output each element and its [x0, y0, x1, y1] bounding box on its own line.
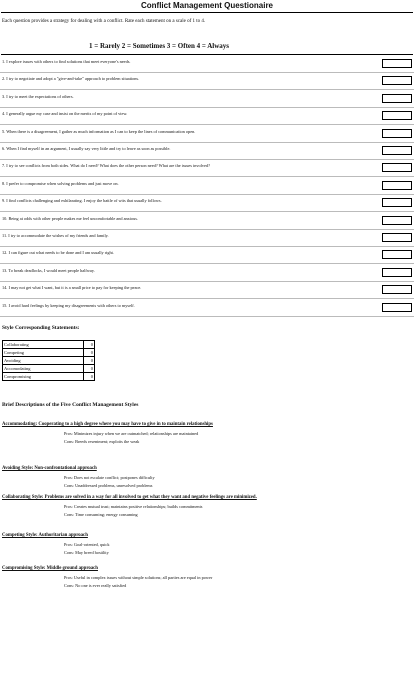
answer-field[interactable] — [382, 129, 412, 138]
style-score: 0 — [84, 373, 95, 381]
style-name: Collaborating — [3, 341, 84, 349]
style-score: 0 — [84, 357, 95, 365]
brief-heading: Brief Descriptions of the Five Conflict Management Styles — [2, 402, 139, 408]
question-row — [0, 264, 414, 282]
style-description-title: Compromising Style: Middle ground approach — [2, 566, 98, 571]
style-cons: Cons: Breeds resentment; exploits the weak — [64, 439, 140, 444]
answer-field[interactable] — [382, 111, 412, 120]
styles-table — [2, 340, 95, 381]
style-cons: Cons: No one is ever really satisfied — [64, 583, 127, 588]
question-text: 1. I explore issues with others to find solutions that meet everyone's needs. — [2, 59, 131, 64]
question-text: 15. I avoid hard feelings by keeping my disagreements with others to myself. — [2, 302, 135, 308]
title-divider — [1, 12, 413, 13]
answer-field[interactable] — [382, 285, 412, 294]
answer-field[interactable] — [382, 181, 412, 190]
question-text: 10. Being at odds with other people makes me feel uncomfortable and anxious. — [2, 215, 139, 221]
question-text: 5. When there is a disagreement, I gather as much information as I can to keep the lines of communication open. — [2, 128, 196, 134]
style-pros: Pros: Minimizes injury when we are outmatched; relationships are maintained — [64, 431, 199, 436]
question-row — [0, 194, 414, 212]
question-row — [0, 55, 414, 73]
style-pros: Pros: Useful in complex issues without simple solutions; all parties are equal in power — [64, 575, 213, 580]
style-score: 0 — [84, 365, 95, 373]
answer-field[interactable] — [382, 59, 412, 68]
style-cons: Cons: May breed hostility — [64, 550, 109, 555]
question-text: 3. I try to meet the expectations of others. — [2, 93, 74, 99]
style-score: 0 — [84, 341, 95, 349]
question-row — [0, 72, 414, 90]
style-description-title: Avoiding Style: Non-confrontational approach — [2, 466, 97, 471]
question-row — [0, 246, 414, 264]
question-row — [0, 125, 414, 143]
question-text: 6. When I find myself in an argument, I usually say very little and try to leave as soon as possible. — [2, 146, 171, 151]
style-row — [3, 341, 95, 349]
style-name: Avoiding — [3, 357, 84, 365]
style-cons: Cons: Unaddressed problems, unresolved problems — [64, 483, 153, 488]
style-name: Accomodating — [3, 365, 84, 373]
question-row — [0, 212, 414, 230]
question-row — [0, 177, 414, 195]
question-row — [0, 229, 414, 247]
answer-field[interactable] — [382, 146, 412, 155]
style-row — [3, 349, 95, 357]
question-text: 9. I find conflicts challenging and exhilarating. I enjoy the battle of wits that usually follows. — [2, 198, 162, 204]
style-pros: Pros: Goal-oriented, quick — [64, 542, 110, 547]
style-score: 0 — [84, 349, 95, 357]
style-row — [3, 365, 95, 373]
styles-heading: Style Corresponding Statements: — [2, 325, 80, 331]
style-name: Compromising — [3, 373, 84, 381]
rating-scale: 1 = Rarely 2 = Sometimes 3 = Often 4 = Always — [88, 42, 230, 50]
question-text: 7. I try to see conflicts from both sides. What do I need? What does the other person need? What are the issues involved? — [2, 163, 210, 169]
style-row — [3, 373, 95, 381]
style-pros: Pros: Creates mutual trust; maintains positive relationships; builds commitments — [64, 504, 203, 509]
style-pros: Pros: Does not escalate conflict; postpones difficulty — [64, 475, 155, 480]
question-row — [0, 142, 414, 160]
question-text: 13. To break deadlocks, I would meet people halfway. — [2, 267, 95, 273]
answer-field[interactable] — [382, 216, 412, 225]
question-text: 2. I try to negotiate and adopt a "give-and-take" approach to problem situations. — [2, 76, 140, 82]
question-row — [0, 299, 414, 317]
question-row — [0, 107, 414, 125]
page-title: Conflict Management Questionaire — [140, 1, 274, 10]
style-description-title: Competing Style: Authoritarian approach — [2, 533, 88, 538]
answer-field[interactable] — [382, 94, 412, 103]
answer-field[interactable] — [382, 250, 412, 259]
question-row — [0, 90, 414, 108]
style-name: Competing — [3, 349, 84, 357]
question-text: 11. I try to accommodate the wishes of my friends and family. — [2, 233, 109, 238]
answer-field[interactable] — [382, 76, 412, 85]
style-description-title: Accommodating: Cooperating to a high degree where you may have to give in to maintain relationships — [2, 422, 213, 427]
question-text: 12. I can figure out what needs to be done and I am usually right. — [2, 250, 114, 256]
answer-field[interactable] — [382, 268, 412, 277]
question-row — [0, 159, 414, 177]
question-row — [0, 281, 414, 299]
style-description-title: Collaborating Style: Problems are solved in a way for all involved to get what they want and negative feelings are minimized. — [2, 495, 257, 500]
answer-field[interactable] — [382, 303, 412, 312]
question-text: 4. I generally argue my case and insist on the merits of my point of view. — [2, 111, 128, 117]
question-text: 14. I may not get what I want, but it is a small price to pay for keeping the peace. — [2, 285, 142, 291]
answer-field[interactable] — [382, 198, 412, 207]
style-cons: Cons: Time consuming; energy consuming — [64, 512, 138, 517]
question-text: 8. I prefer to compromise when solving problems and just move on. — [2, 180, 119, 186]
style-row — [3, 357, 95, 365]
intro-text: Each question provides a strategy for dealing with a conflict. Rate each statement on a scale of 1 to 4. — [2, 19, 206, 24]
answer-field[interactable] — [382, 163, 412, 172]
answer-field[interactable] — [382, 233, 412, 242]
